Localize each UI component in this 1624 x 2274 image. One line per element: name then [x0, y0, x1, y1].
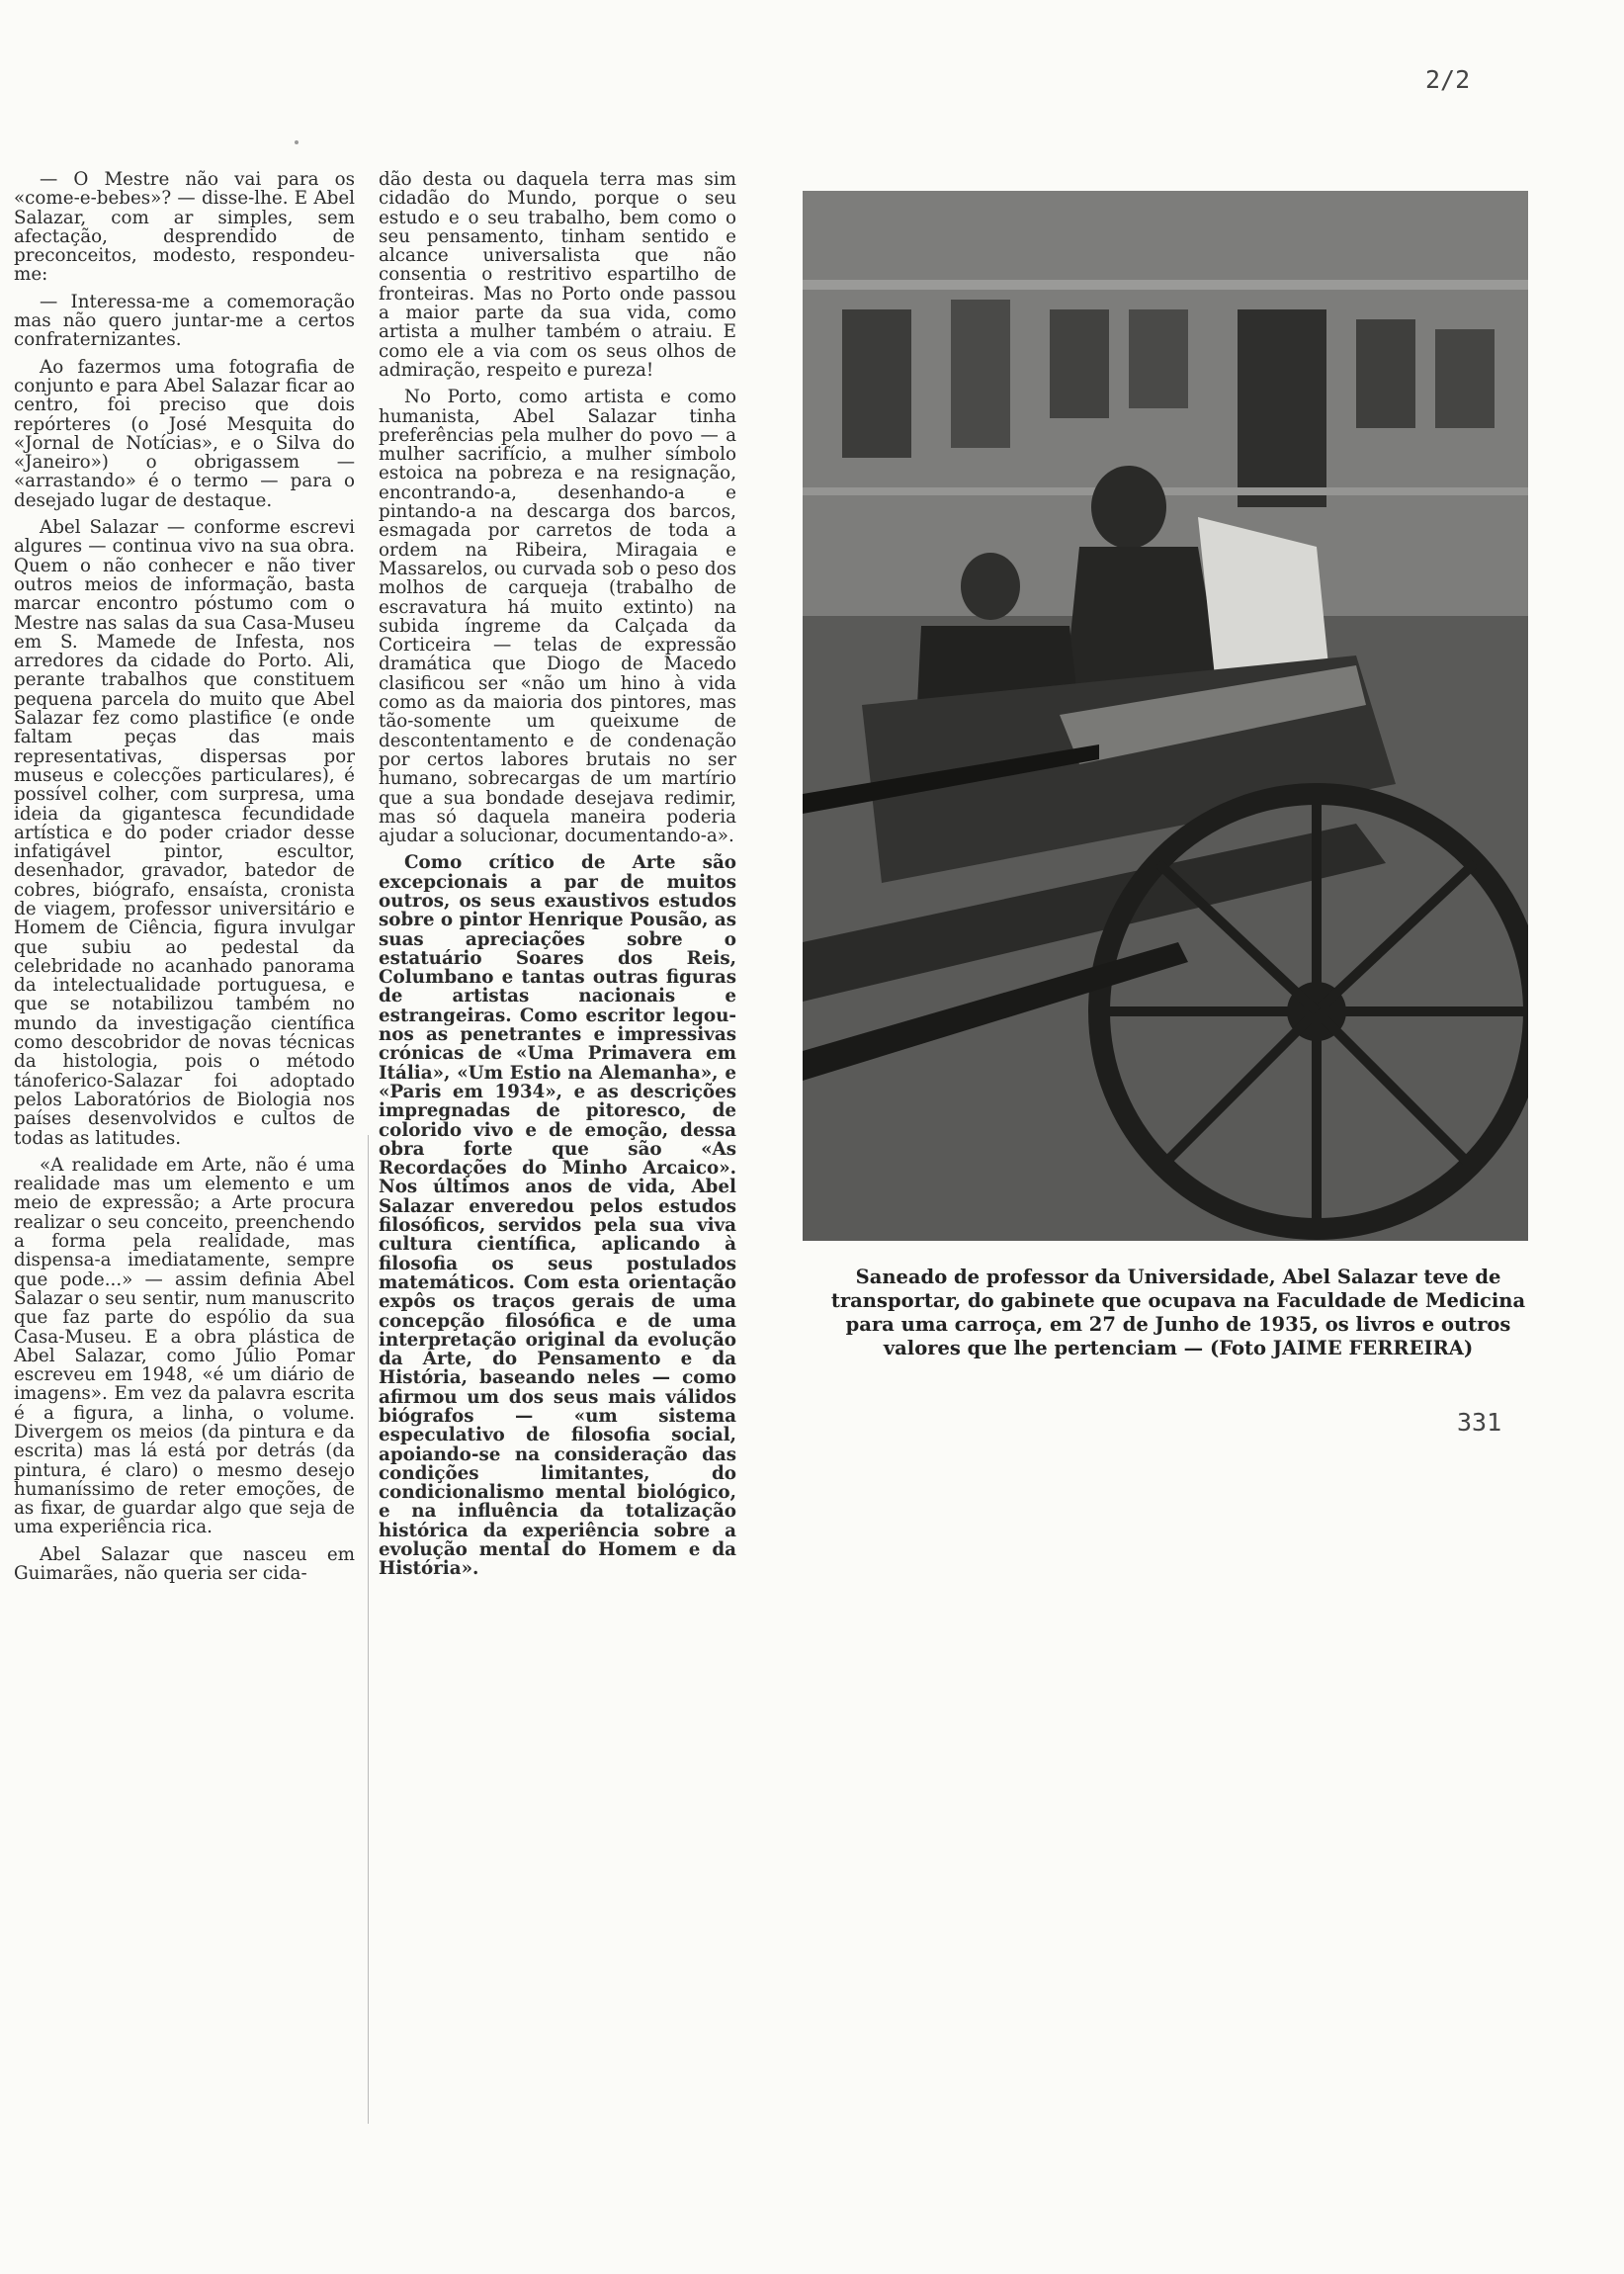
paragraph: dão desta ou daquela terra mas sim cidadão do Mundo, porque o seu estudo e o seu trabalho, bem como o seu pensamento, tinham sentido e alcance universalista que não consentia o restritivo espartilho de fronteiras. Mas no Porto onde passou a maior parte da sua vida, como artista a mulher também o atraiu. E como ele a via com os seus olhos de admiração, respeito e pureza!: [379, 169, 736, 381]
page-number: 2/2: [1425, 65, 1471, 94]
paragraph: No Porto, como artista e como humanista, Abel Salazar tinha preferências pela mulher do povo — a mulher sacrifício, a mulher símbolo estoica na pobreza e na resignação, encontrando-a, desenhando-a e pintando-a na descarga dos barcos, esmagada por carretos de toda a ordem na Ribeira, Miragaia e Massarelos, ou curvada sob o peso dos molhos de carqueja (trabalho de escravatura há muito extinto) na subida íngreme da Calçada da Corticeira — telas de expressão dramática que Diogo de Macedo clasificou ser «não um hino à vida como as da maioria dos pintores, mas tão-somente um queixume de descontentamento e de condenação por certos labores brutais no ser humano, sobrecargas de um martírio que a sua bondade desejava redimir, mas só daquela maneira poderia ajudar a solucionar, documentando-a».: [379, 387, 736, 847]
paragraph: — O Mestre não vai para os «come-e-bebes»? — disse-lhe. E Abel Salazar, com ar simples, sem afectação, desprendido de preconceitos, modesto, respondeu-me:: [14, 169, 355, 286]
paragraph: Como crítico de Arte são excepcionais a par de muitos outros, os seus exaustivos estudos sobre o pintor Henrique Pousão, as suas apreciações sobre o estatuário Soares dos Reis, Columbano e tantas outras figuras de artistas nacionais e estrangeiras. Como escritor legou-nos as penetrantes e impressivas crónicas de «Uma Primavera em Itália», «Um Estio na Alemanha», e «Paris em 1934», e as descrições impregnadas de pitoresco, de colorido vivo e de emoção, dessa obra forte que são «As Recordações do Minho Arcaico». Nos últimos anos de vida, Abel Salazar enveredou pelos estudos filosóficos, servidos pela sua viva cultura científica, aplicando à filosofia os seus postulados matemáticos. Com esta orientação expôs os traços gerais de uma concepção filosófica e de uma interpretação original da evolução da Arte, do Pensamento e da História, baseando neles — como afirmou um dos seus mais válidos biógrafos — «um sistema especulativo de filosofia social, apoiando-se na consideração das condições limitantes, do condicionalismo mental biológico, e na influência da totalização histórica da experiência sobre a evolução mental do Homem e da História».: [379, 852, 736, 1580]
photo-caption: Saneado de professor da Universidade, Abel Salazar teve de transportar, do gabinete que ocupava na Faculdade de Medicina para uma carroça, em 27 de Junho de 1935, os livros e outros valores que lhe pertenciam — (Foto JAIME FERREIRA): [830, 1266, 1526, 1359]
footer-page-number: 331: [1457, 1408, 1502, 1437]
paragraph: Abel Salazar — conforme escrevi algures — continua vivo na sua obra. Quem o não conhecer e não tiver outros meios de informação, basta marcar encontro póstumo com o Mestre nas salas da sua Casa-Museu em S. Mamede de Infesta, nos arredores da cidade do Porto. Ali, perante trabalhos que constituem pequena parcela do muito que Abel Salazar fez como plastifice (e onde faltam peças das mais representativas, dispersas por museus e colecções particulares), é possível colher, com surpresa, uma ideia da gigantesca fecundidade artística e do poder criador desse infatigável pintor, escultor, desenhador, gravador, batedor de cobres, biógrafo, ensaísta, cronista de viagem, professor universitário e Homem de Ciência, figura invulgar que subiu ao pedestal da celebridade no acanhado panorama da intelectualidade portuguesa, e que se notabilizou também no mundo da investigação científica como descobridor de novas técnicas da histologia, pois o método tánoferico-Salazar foi adoptado pelos Laboratórios de Biologia nos países desenvolvidos e cultos de todas as latitudes.: [14, 517, 355, 1149]
column-divider: [368, 1135, 372, 2124]
paragraph: — Interessa-me a comemoração mas não quero juntar-me a certos confraternizantes.: [14, 291, 355, 351]
scan-speck: [295, 140, 299, 144]
article-column-2: [379, 170, 736, 1579]
paragraph: «A realidade em Arte, não é uma realidade mas um elemento e um meio de expressão; a Arte procura realizar o seu conceito, preenchendo a forma pela realidade, mas dispensa-a imediatamente, sempre que pode...» — assim definia Abel Salazar o seu sentir, num manuscrito que faz parte do espólio da sua Casa-Museu. E a obra plástica de Abel Salazar, como Júlio Pomar escreveu em 1948, «é um diário de imagens». Em vez da palavra escrita é a figura, a linha, o volume. Divergem os meios (da pintura e da escrita) mas lá está por detrás (da pintura, é claro) o mesmo desejo humaníssimo de reter emoções, de as fixar, de guardar algo que seja de uma experiência rica.: [14, 1154, 355, 1538]
news-photograph: [803, 191, 1528, 1241]
paragraph: Ao fazermos uma fotografia de conjunto e para Abel Salazar ficar ao centro, foi preciso que dois repórteres (o José Mesquita do «Jornal de Notícias», e o Silva do «Janeiro») o obrigassem — «arrastando» é o termo — para o desejado lugar de destaque.: [14, 356, 355, 511]
photograph-cart-scene: [803, 191, 1528, 1241]
article-column-1: [14, 170, 355, 1583]
paragraph: Abel Salazar que nasceu em Guimarães, não queria ser cida-: [14, 1543, 355, 1585]
